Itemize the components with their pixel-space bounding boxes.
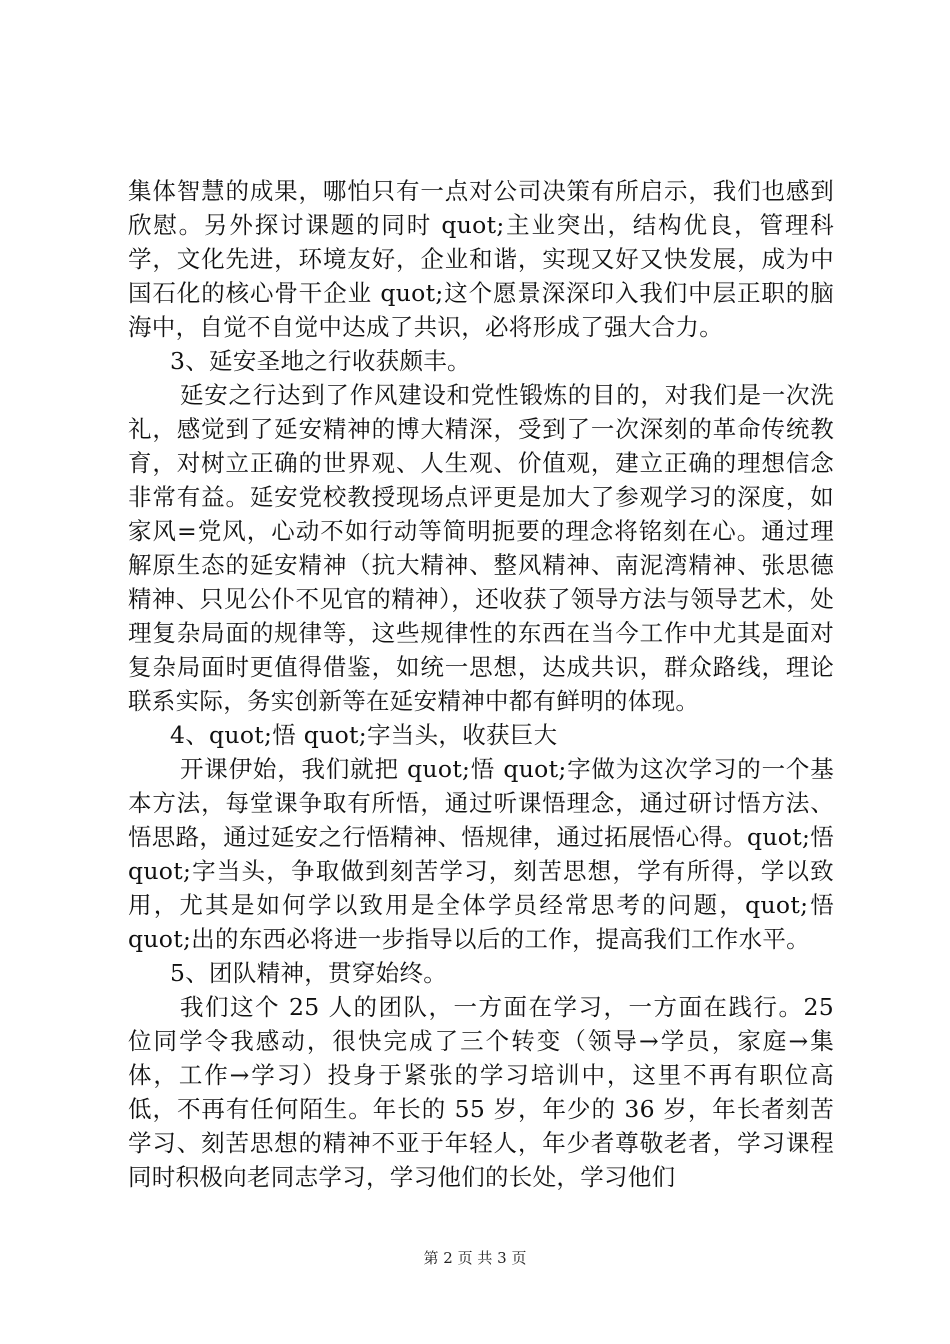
page-number-footer: 第 2 页 共 3 页 [423, 1249, 527, 1267]
paragraph-yanan: 延安之行达到了作风建设和党性锻炼的目的，对我们是一次洗礼，感觉到了延安精神的博大精深，受到了一次深刻的革命传统教育，对树立正确的世界观、人生观、价值观，建立正确的理想信念非常有益。延安党校教授现场点评更是加大了参观学习的深度，如家风=党风，心动不如行动等简明扼要的理念将铭刻在心。通过理解原生态的延安精神（抗大精神、整风精神、南泥湾精神、张思德精神、只见公仆不见官的精神），还收获了领导方法与领导艺术，处理复杂局面的规律等，这些规律性的东西在当今工作中尤其是面对复杂局面时更值得借鉴，如统一思想，达成共识，群众路线，理论联系实际，务实创新等在延安精神中都有鲜明的体现。 [128, 381, 834, 715]
document-body [128, 174, 834, 1194]
paragraph-continuation: 集体智慧的成果，哪怕只有一点对公司决策有所启示，我们也感到欣慰。另外探讨课题的同时 quot;主业突出，结构优良，管理科学，文化先进，环境友好，企业和谐，实现又好又快发展，成为中国石化的核心骨干企业 quot;这个愿景深深印入我们中层正职的脑海中，自觉不自觉中达成了共识，必将形成了强大合力。 [128, 177, 834, 341]
section-heading-3: 3、延安圣地之行收获颇丰。 [170, 347, 471, 375]
paragraph-wu: 开课伊始，我们就把 quot;悟 quot;字做为这次学习的一个基本方法，每堂课争取有所悟，通过听课悟理念，通过研讨悟方法、悟思路，通过延安之行悟精神、悟规律，通过拓展悟心得。quot;悟 quot;字当头，争取做到刻苦学习，刻苦思想，学有所得，学以致用，尤其是如何学以致用是全体学员经常思考的问题，quot;悟 quot;出的东西必将进一步指导以后的工作，提高我们工作水平。 [128, 755, 834, 953]
paragraph-team: 我们这个 25 人的团队，一方面在学习，一方面在践行。25 位同学令我感动，很快完成了三个转变（领导→学员，家庭→集体，工作→学习）投身于紧张的学习培训中，这里不再有职位高低，不再有任何陌生。年长的 55 岁，年少的 36 岁，年长者刻苦学习、刻苦思想的精神不亚于年轻人，年少者尊敬老者，学习课程同时积极向老同志学习，学习他们的长处，学习他们 [128, 993, 834, 1191]
section-heading-5: 5、团队精神，贯穿始终。 [170, 959, 448, 987]
section-heading-4: 4、quot;悟 quot;字当头，收获巨大 [170, 721, 558, 749]
